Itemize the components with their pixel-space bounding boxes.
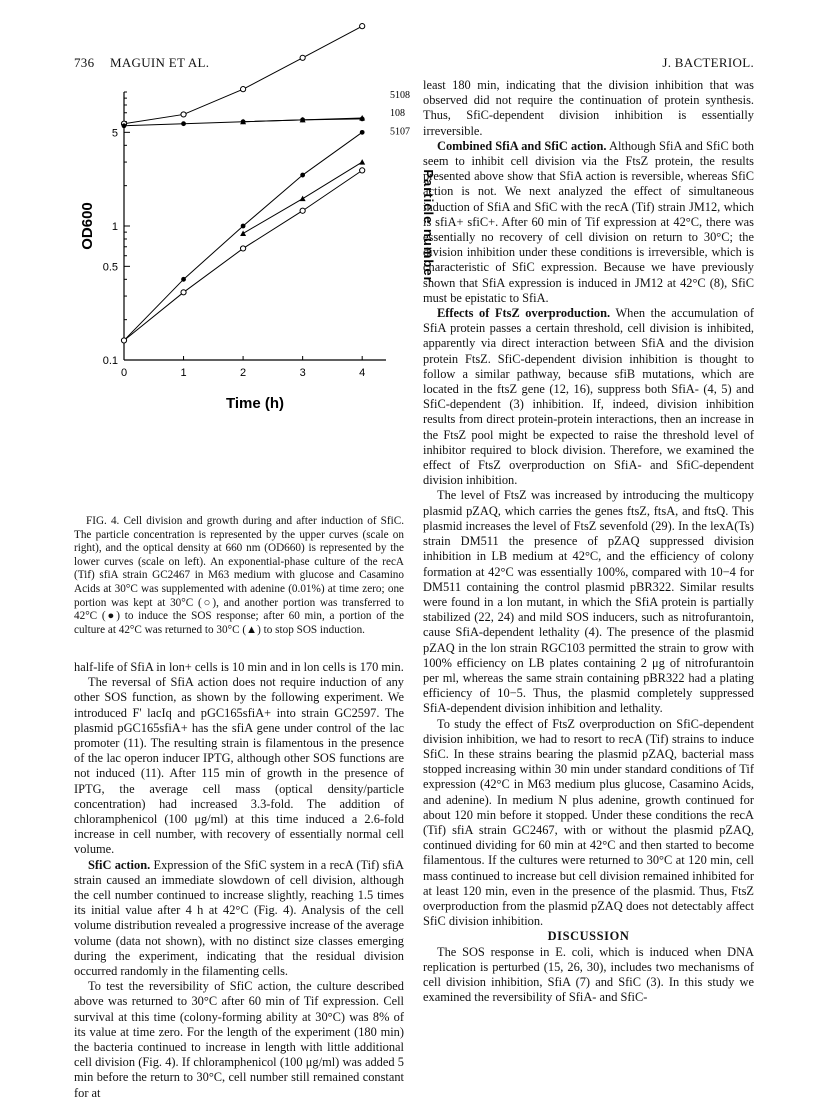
data-point-triangle xyxy=(300,196,306,202)
data-point-filled xyxy=(300,173,305,178)
x-tick-label: 1 xyxy=(180,367,187,379)
paragraph: To study the effect of FtsZ overproduction on SfiC-dependent division inhibition, we had to resort to recA (Tif) strains to induce SfiC. In these strains bearing the plasmid pZAQ, bacterial mass stopped increasing within 30 min under standard conditions of Tif expression (42°C in M63 medium plus glucose, Casamino Acids, and adenine). In medium N plus adenine, growth continued for about 120 min before it stopped. Under these conditions the recA (Tif) sfiA strain GC2467, with or without the plasmid pZAQ, continued dividing for 60 min at 42°C and then started to become filamentous. If the cultures were returned to 30°C at 120 min, cell mass continued to increase but cell division remained inhibited for at least 120 min, even in the presence of the plasmid. Thus, FtsZ overproduction from the plasmid pZAQ does not detectably affect SfiC division inhibition. xyxy=(423,716,754,929)
paragraph-sfic-action xyxy=(74,858,404,980)
y-axis-label: OD600 xyxy=(79,202,96,250)
data-point-open xyxy=(240,87,245,92)
data-point-open xyxy=(300,55,305,60)
x-tick-label: 3 xyxy=(299,367,306,379)
figure-4-chart xyxy=(74,82,436,510)
x-tick-label: 4 xyxy=(359,367,366,379)
data-point-filled xyxy=(360,130,365,135)
data-point-open xyxy=(360,168,365,173)
journal-name: J. BACTERIOL. xyxy=(662,55,754,70)
paragraph: The SOS response in E. coli, which is induced when DNA replication is perturbed (15, 26, 30), includes two mechanisms of cell division inhibition, SfiA (7) and SfiC (3). In this study we examined the reversibility of SfiA- and SfiC- xyxy=(423,944,754,1005)
figure-caption: FIG. 4. Cell division and growth during and after induction of SfiC. The particle concentration is represented by the upper curves (scale on right), and the optical density at 660 nm (OD660) is represented by the lower curves (scale on left). An exponential-phase culture of the recA (Tif) sfiA strain GC2467 in M63 medium with glucose and Casamino Acids at 30°C was supplemented with adenine (0.01%) at time zero; one portion was kept at 30°C (○), and another portion was transferred to 42°C (●) to induce the SOS response; after 60 min, a portion of the culture at 42°C was returned to 30°C (▲) to stop SOS induction. xyxy=(74,515,404,636)
y-tick-label: 0.1 xyxy=(102,355,118,367)
paragraph-body: Expression of the SfiC system in a recA (Tif) sfiA strain caused an immediate slowdown of cell division, although the cell number continued to increase slightly, reaching 1.5 times its initial value after 4 h at 42°C (Fig. 4). Analysis of the cell volume distribution revealed a progressive increase of the average volume (data not shown), with no distinct size classes emerging during the experiment, indicating that the residual division occurred randomly in the filamenting cells. xyxy=(74,857,404,979)
paragraph: half-life of SfiA in lon+ cells is 10 min and in lon cells is 170 min. xyxy=(74,660,404,674)
data-point-triangle xyxy=(240,230,246,236)
data-point-filled xyxy=(181,121,186,126)
paragraph-ftsz xyxy=(423,306,754,488)
paragraph-body: When the accumulation of SfiA protein passes a certain threshold, cell division is inhibited, apparently via direct interaction between SfiA and the division protein FtsZ. SfiC-dependent division inhibition is thought to follow a similar pathway, because sfiB mutations, which are located in the ftsZ gene (12, 16), suppress both SfiA- (4, 5) and SfiC-dependent (3) inhibition. If, indeed, division inhibition results from direct protein-protein interactions, then an increase in the FtsZ pool might be expected to raise the threshold level of inhibitor required to block division. Therefore, we examined the effect of FtsZ overproduction on SfiA- and SfiC-dependent division inhibition. xyxy=(423,306,754,488)
data-point-open xyxy=(300,208,305,213)
y-tick-label: 1 xyxy=(111,221,118,233)
left-column xyxy=(74,660,404,1101)
data-point-triangle xyxy=(359,159,365,165)
running-authors: MAGUIN ET AL. xyxy=(110,55,210,70)
x-tick-label: 0 xyxy=(120,367,128,379)
right-column xyxy=(423,78,754,1005)
data-point-open xyxy=(360,24,365,29)
y-tick-label: 0.5 xyxy=(102,261,118,274)
data-point-open xyxy=(181,290,186,295)
section-title: SfiC action. xyxy=(88,857,151,872)
data-point-filled xyxy=(122,123,127,128)
right-tick-label: 108 xyxy=(390,107,405,119)
paragraph: The reversal of SfiA action does not require induction of any other SOS function, as shown by the following experiment. We introduced F' lacIq and pGC165sfiA+ into strain GC2597. The plasmid pGC165sfiA+ has the sfiA gene under control of the lac promoter (11). The resulting strain is filamentous in the presence of the lac operon inducer IPTG, although other SOS functions are not induced (11). After 115 min of growth in the presence of IPTG, the average cell mass (optical density/particle concentration) had increased 3.3-fold. The addition of chloramphenicol (100 μg/ml) at this time induced a 2.6-fold increase in cell number, with recovery of essentially normal cell volume. xyxy=(74,675,404,857)
right-axis-label: Particle number xyxy=(421,169,436,283)
right-tick-label: 5107 xyxy=(390,126,410,138)
section-title: Combined SfiA and SfiC action. xyxy=(437,138,607,153)
paragraph: The level of FtsZ was increased by introducing the multicopy plasmid pZAQ, which carries the genes ftsZ, ftsA, and ftsQ. This plasmid increases the level of FtsZ sevenfold (29). In the lexA(Ts) strain DM511 the presence of pZAQ suppressed division inhibition in LB medium at 42°C, and the efficiency of colony formation at 42°C was essentially 100%, compared with 10−4 for DM511 containing the control plasmid pBR322. Similar results were found in a lon mutant, in which the SfiA protein is partially stabilized (22, 24) and mild SOS inducers, such as nitrofurantoin, cause SfiA-dependent lethality (4). The presence of the plasmid pZAQ in the lon strain RGC103 permitted the strain to grow with 100% efficiency on LB plates containing 2 μg of nitrofurantoin per ml, whereas the same strain containing pBR322 had a plating efficiency of 10−5. Thus, the plasmid completely suppressed SfiA-dependent division inhibition and lethality. xyxy=(423,488,754,716)
x-tick-label: 2 xyxy=(240,367,247,379)
x-axis-label: Time (h) xyxy=(225,395,285,412)
series-line xyxy=(124,170,362,340)
paragraph-combined xyxy=(423,139,754,306)
y-tick-label: 5 xyxy=(111,127,118,140)
data-point-filled xyxy=(181,277,186,282)
paragraph: least 180 min, indicating that the division inhibition that was observed did not require the continuation of protein synthesis. Thus, SfiC-dependent division inhibition is essentially irreversible. xyxy=(423,78,754,138)
data-point-filled xyxy=(241,224,246,229)
data-point-open xyxy=(181,112,186,117)
series-line xyxy=(124,132,362,340)
right-tick-label: 5108 xyxy=(390,90,410,101)
section-title: Effects of FtsZ overproduction. xyxy=(437,306,611,321)
paragraph: To test the reversibility of SfiC action, the culture described above was returned to 30°C after 60 min of Tif expression. Cell survival at this time (colony-forming ability at 30°C) was 8% of its value at time zero. For the length of the experiment (180 min) the bacteria continued to increase in length with little additional cell division (Fig. 4). If chloramphenicol (100 μg/ml) was added 5 min before the return to 30°C, cell number still remained constant for at xyxy=(74,979,404,1100)
page-header xyxy=(74,55,754,75)
paragraph-body: Although SfiA and SfiC both seem to inhibit cell division via the FtsZ protein, the results presented above show that SfiA action is reversible, whereas SfiC action is not. We next analyzed the effect of simultaneous induction of SfiA and SfiC with the recA (Tif) strain JM12, which is sfiA+ sfiC+. After 60 min of Tif expression at 42°C, there was essentially no recovery of cell division on return to 30°C; the division inhibition under these conditions is irreversible, which is characteristic of SfiC expression. Because we have previously shown that SfiA expression is induced in JM12 at 42°C (8), SfiC must be epistatic to SfiA. xyxy=(423,138,754,305)
page-number: 736 xyxy=(74,55,95,70)
discussion-heading: DISCUSSION xyxy=(547,929,630,944)
data-point-open xyxy=(240,246,245,251)
data-point-open xyxy=(121,338,126,343)
